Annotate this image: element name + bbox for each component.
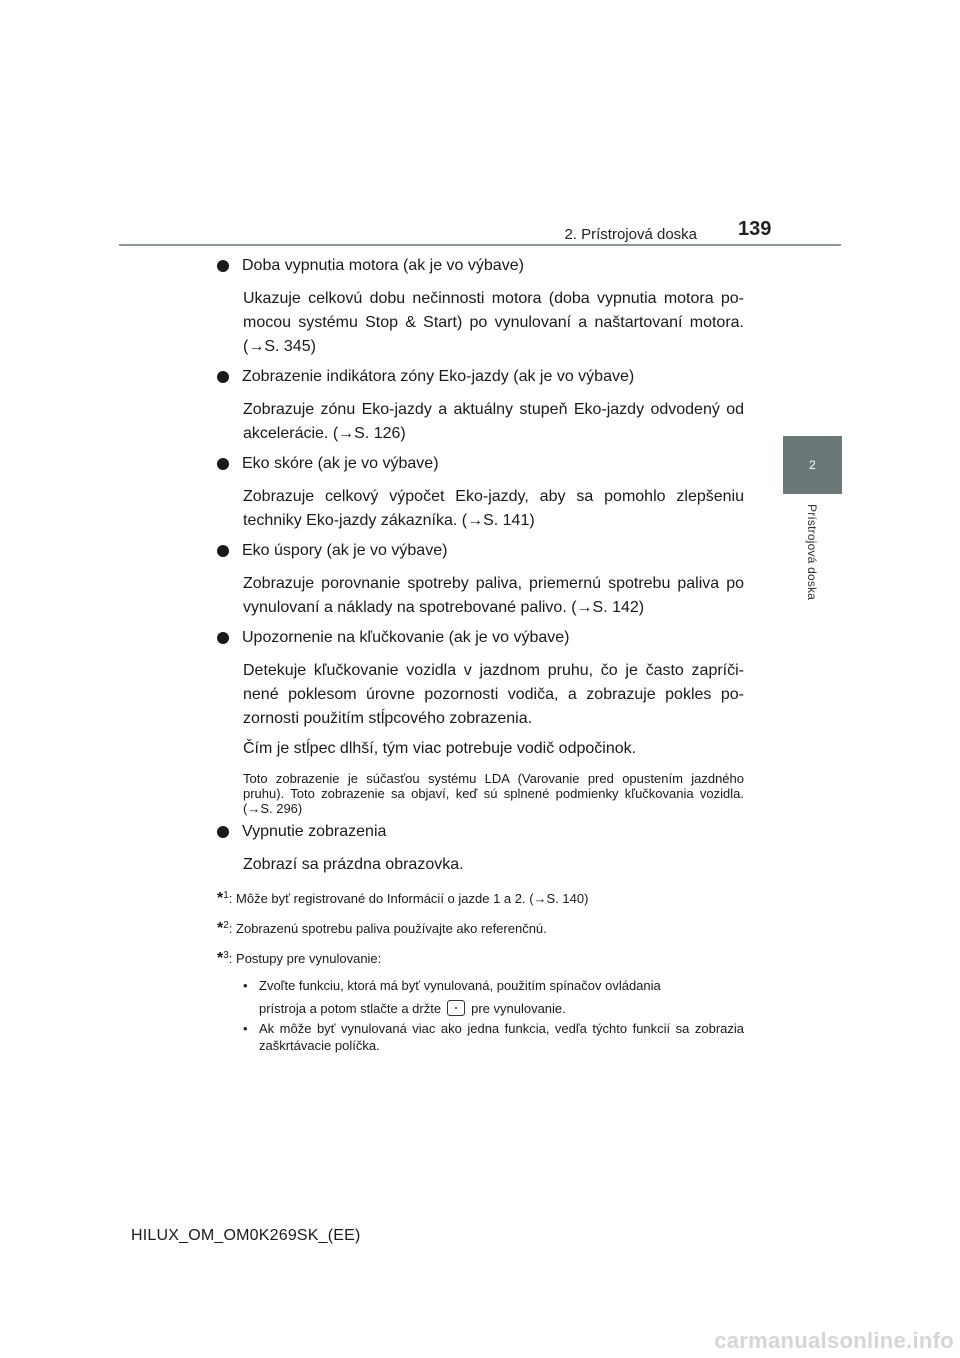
item-title: Doba vypnutia motora (ak je vo výbave) bbox=[242, 257, 524, 274]
meter-control-button-icon bbox=[447, 1000, 465, 1016]
list-item bbox=[217, 254, 744, 278]
step-text: Ak môže byť vynulovaná viac ako jedna funkcia, vedľa týchto funkcií sa zobrazia zaškrtávacie políčka. bbox=[259, 1021, 744, 1053]
reset-step bbox=[243, 1020, 744, 1054]
list-item bbox=[217, 539, 744, 563]
list-item bbox=[217, 365, 744, 389]
side-tab-number: 2 bbox=[783, 436, 842, 494]
footnote-number: 2 bbox=[223, 920, 229, 931]
bullet-icon bbox=[217, 371, 229, 383]
footnote-number: 1 bbox=[223, 890, 229, 901]
header-section-title: 2. Prístrojová doska bbox=[564, 226, 697, 243]
footnote bbox=[217, 887, 744, 908]
step-text-part: prístroja a potom stlačte a držte bbox=[259, 1001, 442, 1016]
footnote-text: : Zobrazenú spotrebu paliva používajte ako referenčnú. bbox=[228, 921, 547, 936]
footnote bbox=[217, 917, 744, 938]
bullet-icon bbox=[217, 545, 229, 557]
bullet-icon bbox=[217, 826, 229, 838]
step-line bbox=[259, 1000, 744, 1017]
footnote-text: : Môže byť registrované do Informácií o jazde 1 a 2. (→S. 140) bbox=[228, 891, 589, 906]
item-title: Eko skóre (ak je vo výbave) bbox=[242, 455, 439, 472]
item-description: Zobrazí sa prázdna obrazovka. bbox=[243, 856, 464, 873]
step-bullet: • bbox=[243, 1021, 248, 1036]
item-description: Zobrazuje celkový výpočet Eko-jazdy, aby sa pomohlo zlepšeniu techniky Eko-jazdy zákazníka. (→S. 141) bbox=[243, 488, 744, 529]
main-content bbox=[217, 252, 744, 1057]
reset-steps bbox=[217, 977, 744, 1054]
step-bullet: • bbox=[243, 978, 248, 993]
item-title: Eko úspory (ak je vo výbave) bbox=[242, 542, 448, 559]
list-item bbox=[217, 626, 744, 650]
item-description: Zobrazuje porovnanie spotreby paliva, priemernú spotrebu paliva po vynulovaní a náklady na spotrebované palivo. (→S. 142) bbox=[243, 575, 744, 616]
item-note: Toto zobrazenie je súčasťou systému LDA (Varovanie pred opustením jazdného pruhu). Toto zobrazenie sa objaví, keď sú splnené podmienky kľučkovania vozidla. (→S. 296) bbox=[243, 771, 744, 816]
footnote-number: 3 bbox=[223, 950, 229, 961]
reset-step bbox=[243, 977, 744, 1017]
step-text-part: pre vynulovanie. bbox=[471, 1001, 566, 1016]
footnote-star: * bbox=[217, 890, 224, 907]
list-item bbox=[217, 452, 744, 476]
bullet-icon bbox=[217, 458, 229, 470]
page-number: 139 bbox=[738, 218, 772, 240]
footnote bbox=[217, 947, 744, 968]
item-description: Ukazuje celkovú dobu nečinnosti motora (doba vypnutia motora po-mocou systému Stop & Start) po vynulovaní a naštartovaní motora. (→S. 345) bbox=[243, 290, 744, 355]
document-id: HILUX_OM_OM0K269SK_(EE) bbox=[131, 1227, 361, 1244]
item-title: Vypnutie zobrazenia bbox=[242, 823, 387, 840]
step-text bbox=[259, 977, 744, 1017]
bullet-icon bbox=[217, 632, 229, 644]
footnote-star: * bbox=[217, 950, 224, 967]
item-description-extra: Čím je stĺpec dlhší, tým viac potrebuje vodič odpočinok. bbox=[243, 740, 637, 757]
bullet-icon bbox=[217, 260, 229, 272]
watermark: carmanualsonline.info bbox=[714, 1328, 954, 1353]
item-description: Detekuje kľučkovanie vozidla v jazdnom pruhu, čo je často zapríči-nené poklesom úrovne pozornosti vodiča, a zobrazuje pokles po-zornosti použitím stĺpcového zobrazenia. bbox=[243, 662, 744, 727]
header-rule bbox=[119, 244, 841, 246]
footnote-text: : Postupy pre vynulovanie: bbox=[228, 951, 382, 966]
side-tab-label-box bbox=[783, 494, 842, 624]
item-description: Zobrazuje zónu Eko-jazdy a aktuálny stupeň Eko-jazdy odvodený od akcelerácie. (→S. 126) bbox=[243, 401, 744, 442]
step-text-part: Zvoľte funkciu, ktorá má byť vynulovaná, použitím spínačov ovládania bbox=[259, 978, 661, 993]
footnotes bbox=[217, 887, 744, 1054]
footnote-star: * bbox=[217, 920, 224, 937]
item-title: Zobrazenie indikátora zóny Eko-jazdy (ak je vo výbave) bbox=[242, 368, 635, 385]
item-title: Upozornenie na kľučkovanie (ak je vo výbave) bbox=[242, 629, 570, 646]
list-item bbox=[217, 820, 744, 844]
side-tab-label: Prístrojová doska bbox=[805, 504, 819, 601]
